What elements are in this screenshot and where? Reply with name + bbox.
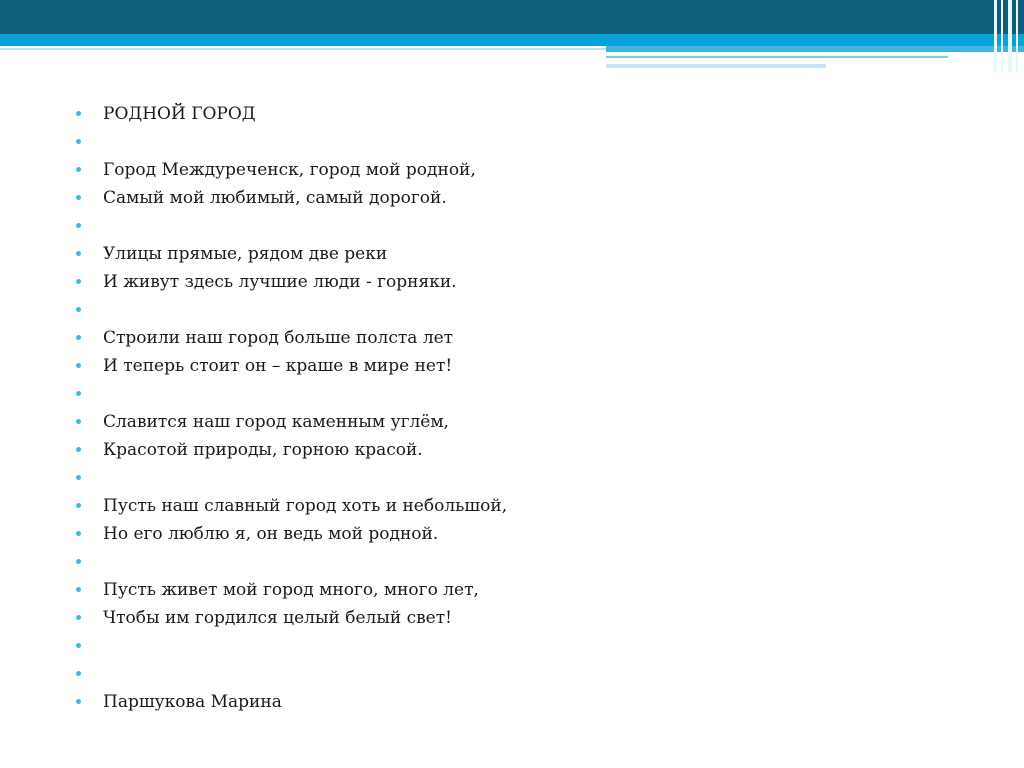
text-line — [76, 464, 976, 492]
text-line — [76, 156, 976, 184]
line-text: И живут здесь лучшие люди - горняки. — [103, 272, 457, 292]
line-text: И теперь стоит он – краше в мире нет! — [103, 356, 453, 376]
text-line — [76, 324, 976, 352]
bullet-icon — [76, 139, 81, 144]
bullet-icon — [76, 307, 81, 312]
bullet-icon — [76, 251, 81, 256]
bullet-icon — [76, 447, 81, 452]
bullet-icon — [76, 167, 81, 172]
bullet-icon — [76, 363, 81, 368]
text-line — [76, 436, 976, 464]
header-thin-line — [606, 64, 826, 68]
slide-header-decoration — [0, 0, 1024, 80]
line-text: Строили наш город больше полста лет — [103, 328, 454, 348]
text-line — [76, 184, 976, 212]
slide-body-text — [76, 100, 976, 720]
text-line — [76, 408, 976, 436]
line-text: Славится наш город каменным углём, — [103, 412, 449, 432]
header-band-light — [606, 46, 1024, 52]
bullet-icon — [76, 391, 81, 396]
bullet-icon — [76, 111, 81, 116]
bullet-icon — [76, 195, 81, 200]
bullet-icon — [76, 503, 81, 508]
header-band-blue — [0, 34, 1024, 46]
header-vertical-stripe — [1016, 0, 1018, 72]
bullet-icon — [76, 643, 81, 648]
header-band-dark — [0, 0, 1024, 34]
line-text: Красотой природы, горною красой. — [103, 440, 423, 460]
line-text: Город Междуреченск, город мой родной, — [103, 160, 476, 180]
text-line — [76, 380, 976, 408]
author-line — [76, 688, 976, 716]
text-line — [76, 632, 976, 660]
header-thin-line — [606, 56, 948, 58]
line-text: Улицы прямые, рядом две реки — [103, 244, 388, 264]
header-thin-line — [0, 48, 606, 50]
text-line — [76, 520, 976, 548]
text-line — [76, 296, 976, 324]
text-line — [76, 128, 976, 156]
header-vertical-stripe — [1001, 0, 1003, 72]
header-vertical-stripe — [1008, 0, 1012, 72]
bullet-icon — [76, 223, 81, 228]
author-name: Паршукова Марина — [103, 692, 282, 712]
text-line — [76, 492, 976, 520]
line-text: Пусть наш славный город хоть и небольшой, — [103, 496, 508, 516]
header-vertical-stripe — [994, 0, 997, 72]
text-line — [76, 100, 976, 128]
text-line — [76, 576, 976, 604]
line-text: РОДНОЙ ГОРОД — [103, 104, 256, 124]
text-line — [76, 548, 976, 576]
line-text: Пусть живет мой город много, много лет, — [103, 580, 479, 600]
line-text: Чтобы им гордился целый белый свет! — [103, 608, 452, 628]
bullet-icon — [76, 419, 81, 424]
bullet-icon — [76, 279, 81, 284]
bullet-icon — [76, 587, 81, 592]
text-line — [76, 604, 976, 632]
line-text: Но его люблю я, он ведь мой родной. — [103, 524, 439, 544]
text-line — [76, 268, 976, 296]
text-line — [76, 240, 976, 268]
bullet-icon — [76, 559, 81, 564]
bullet-icon — [76, 531, 81, 536]
bullet-icon — [76, 475, 81, 480]
text-line — [76, 352, 976, 380]
text-line — [76, 212, 976, 240]
text-line — [76, 660, 976, 688]
bullet-icon — [76, 335, 81, 340]
bullet-icon — [76, 671, 81, 676]
line-text: Самый мой любимый, самый дорогой. — [103, 188, 447, 208]
bullet-icon — [76, 699, 81, 704]
bullet-icon — [76, 615, 81, 620]
